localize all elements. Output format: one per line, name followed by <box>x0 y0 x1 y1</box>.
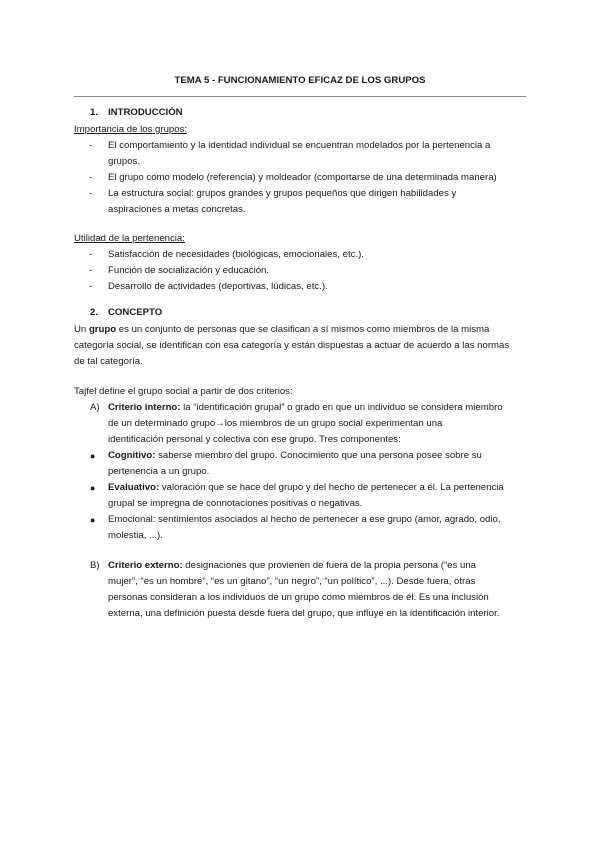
component-cognitivo-title: Cognitivo: <box>108 450 156 461</box>
section-2-heading <box>90 306 162 320</box>
criterio-b-title: Criterio externo: <box>108 560 183 571</box>
section-1-number: 1. <box>90 107 99 118</box>
criterio-a-title: Criterio interno: <box>108 402 181 413</box>
list-dash: - <box>89 172 93 183</box>
criterio-b-line-2: mujer”, “es un hombre”, “es un gitano”, “un negro”, “un político”, ...). Desde fuera, otras <box>108 576 476 587</box>
criterio-b-line-3: personas consideran a los individuos de un grupo como miembros de él. Es una inclusión <box>108 592 489 603</box>
definition-line-3: de tal categoría. <box>74 356 143 367</box>
document-title: TEMA 5 - FUNCIONAMIENTO EFICAZ DE LOS GRUPOS <box>174 75 426 86</box>
criterio-a-text: la “identificación grupal” o grado en que un individuo se considera miembro <box>180 402 503 413</box>
component-evaluativo-line-2: grupal se impregna de connotaciones positivas o negativas. <box>108 498 363 509</box>
section-2-title: CONCEPTO <box>108 307 163 318</box>
criterio-b-line-4: externa, una definición puesta desde fuera del grupo, que influye en la identificación interior. <box>108 608 500 619</box>
tajfel-intro: Tajfel define el grupo social a partir de dos criterios: <box>74 386 293 397</box>
importancia-item-3-line-2: aspiraciones a metas concretas. <box>108 204 246 215</box>
list-dash: - <box>89 249 93 260</box>
definition-line-1 <box>74 322 489 338</box>
utilidad-label: Utilidad de la pertenencia: <box>74 233 185 244</box>
list-dash: - <box>89 188 93 199</box>
criterio-a-line-2: de un determinado grupo→los miembros de un grupo social experimentan una <box>108 418 443 429</box>
bullet-icon: ● <box>90 451 96 461</box>
importancia-item-1-line-2: grupos. <box>108 156 140 167</box>
importancia-item-2-line-1: El grupo como modelo (referencia) y moldeador (comportarse de una determinada manera) <box>108 172 497 183</box>
title-divider <box>74 96 526 97</box>
component-cognitivo-text: saberse miembro del grupo. Conocimiento que una persona posee sobre su <box>155 450 482 461</box>
component-cognitivo-line-1 <box>108 448 482 464</box>
component-cognitivo-line-2: pertenencia a un grupo. <box>108 466 210 477</box>
criterio-b-marker: B) <box>90 560 100 571</box>
section-1-heading <box>90 106 183 120</box>
section-1-title: INTRODUCCIÓN <box>108 107 183 118</box>
component-evaluativo-line-1 <box>108 480 504 496</box>
bullet-icon: ● <box>90 515 96 525</box>
importancia-label: Importancia de los grupos: <box>74 124 188 135</box>
definition-keyword: grupo <box>88 324 117 335</box>
component-evaluativo-title: Evaluativo: <box>108 482 160 493</box>
component-evaluativo-text: valoración que se hace del grupo y del hecho de pertenecer a él. La pertenencia <box>159 482 504 493</box>
criterio-a-marker: A) <box>90 402 100 413</box>
utilidad-item-3: Desarrollo de actividades (deportivas, lúdicas, etc.). <box>108 281 328 292</box>
criterio-a-line-1 <box>108 400 503 416</box>
bullet-icon: ● <box>90 483 96 493</box>
criterio-b-text: designaciones que provienen de fuera de la propia persona (“es una <box>182 560 476 571</box>
definition-pre: Un <box>74 324 89 335</box>
importancia-item-3-line-1: La estructura social: grupos grandes y grupos pequeños que dirigen habilidades y <box>108 188 457 199</box>
component-emocional-line-2: molestia, ...). <box>108 530 163 541</box>
utilidad-item-1: Satisfacción de necesidades (biológicas, emocionales, etc.). <box>108 249 364 260</box>
list-dash: - <box>89 281 93 292</box>
section-2-number: 2. <box>90 307 99 318</box>
importancia-item-1-line-1: El comportamiento y la identidad individual se encuentran modelados por la pertenencia a <box>108 140 491 151</box>
list-dash: - <box>89 265 93 276</box>
criterio-a-line-3: identificación personal y colectiva con ese grupo. Tres componentes: <box>108 434 401 445</box>
list-dash: - <box>89 140 93 151</box>
component-emocional-line-1: Emocional: sentimientos asociados al hecho de pertenecer a ese grupo (amor, agrado, odio, <box>108 514 501 525</box>
definition-line-2: categoría social, se identifican con esa categoría y están dispuestas a actuar de acuerdo a las normas <box>74 340 510 351</box>
criterio-b-line-1 <box>108 558 476 574</box>
definition-post: es un conjunto de personas que se clasifican a sí mismos como miembros de la misma <box>116 324 490 335</box>
utilidad-item-2: Función de socialización y educación. <box>108 265 270 276</box>
